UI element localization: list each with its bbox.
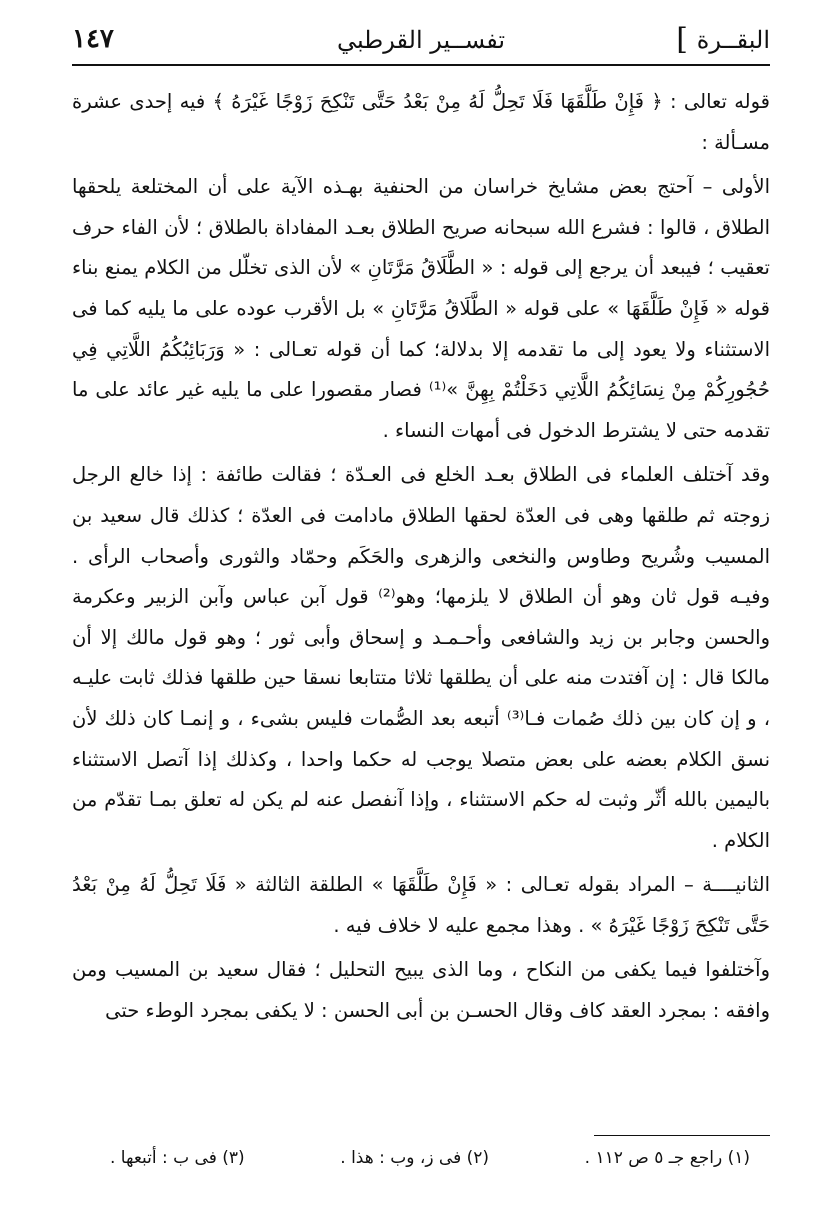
page-number: ١٤٧ [72, 24, 114, 54]
header-bracket: ] [676, 22, 688, 57]
body-text [72, 82, 770, 1036]
footnote-3: (٣) فى ب : أتبعها . [110, 1148, 245, 1168]
footnote-divider [594, 1135, 770, 1136]
book-title: تفســير القرطبي [336, 26, 506, 54]
header-divider [72, 64, 770, 66]
paragraph-marriage-sufficiency: وآختلفوا فيما يكفى من النكاح ، وما الذى يبيح التحليل ؛ فقال سعيد بن المسيب ومن وافقه : بمجرد العقد كاف وقال الحسـن بن أبى الحسن : لا يكفى بمجرد الوطء حتى [72, 958, 770, 1023]
footnote-2: (٢) فى ز، وب : هذا . [340, 1148, 490, 1168]
paragraph-second-issue: الثانيــــة – المراد بقوله تعـالى : « فَإِنْ طَلَّقَهَا » الطلقة الثالثة « فَلَا تَحِلُّ لَهُ مِنْ بَعْدُ حَتَّى تَنْكِحَ زَوْجًا غَيْرَهُ » . وهذا مجمع عليه لا خلاف فيه . [72, 873, 770, 937]
paragraph-first-issue: الأولى – آحتج بعض مشايخ خراسان من الحنفية بهـذه الآية على أن المختلعة يلحقها الطلاق ، قالوا : فشرع الله سبحانه صريح الطلاق بعـد المفاداة بالطلاق ؛ لأن الفاء حرف تعقيب ؛ فيبعد أن يرجع إلى قوله : « الطَّلَاقُ مَرَّتَانِ » لأن الذى تخلّل من الكلام يمنع بناء قوله « فَإِنْ طَلَّقَهَا » على قوله « الطَّلَاقُ مَرَّتَانِ » بل الأقرب عوده على ما يليه كما فى الاستثناء ولا يعود إلى ما تقدمه إلا بدلالة؛ كما أن قوله تعـالى : « وَرَبَائِبُكُمُ اللَّاتِي فِي حُجُورِكُمْ مِنْ نِسَائِكُمُ اللَّاتِي دَخَلْتُمْ بِهِنَّ »⁽¹⁾ فصار مقصورا على ما يليه غير عائد على ما تقدمه حتى لا يشترط الدخول فى أمهات النساء . [72, 175, 770, 442]
surah-name: البقــرة [696, 26, 770, 54]
footnotes [110, 1148, 750, 1168]
footnote-1: (١) راجع جـ ٥ ص ١١٢ . [584, 1148, 750, 1168]
paragraph-khul-divorce: وقد آختلف العلماء فى الطلاق بعـد الخلع فى العـدّة ؛ فقالت طائفة : إذا خالع الرجل زوجته ثم طلقها وهى فى العدّة لحقها الطلاق مادامت فى العدّة ؛ كذلك قال سعيد بن المسيب وشُريح وطاوس والنخعى والزهرى والحَكَم وحمّاد والثورى وأصحاب الرأى . وفيـه قول ثان وهو أن الطلاق لا يلزمها؛ وهو⁽²⁾ قول آبن عباس وآبن الزبير وعكرمة والحسن وجابر بن زيد والشافعى وأحـمـد و إسحاق وأبى ثور ؛ وهو قول مالك إلا أن مالكا قال : إن آفتدت منه على أن يطلقها ثلاثا متتابعا نسقا حين طلقها فذلك ثابت عليـه ، و إن كان بين ذلك صُمات فـا⁽³⁾ أتبعه بعد الصُّمات فليس بشىء ، و إنمـا كان ذلك لأن نسق الكلام بعضه على بعض متصلا يوجب له حكما واحدا ، وكذلك إذا آتصل الاستثناء باليمين بالله أثّر وثبت له حكم الاستثناء ، وإذا آنفصل عنه لم يكن له تعلق بمـا تقدّم من الكلام . [72, 463, 770, 852]
page-header [72, 22, 770, 66]
paragraph-verse-intro: قوله تعالى : ﴿ فَإِنْ طَلَّقَهَا فَلَا تَحِلُّ لَهُ مِنْ بَعْدُ حَتَّى تَنْكِحَ زَوْجًا غَيْرَهُ ﴾ فيه إحدى عشرة مسـألة : [72, 90, 770, 154]
